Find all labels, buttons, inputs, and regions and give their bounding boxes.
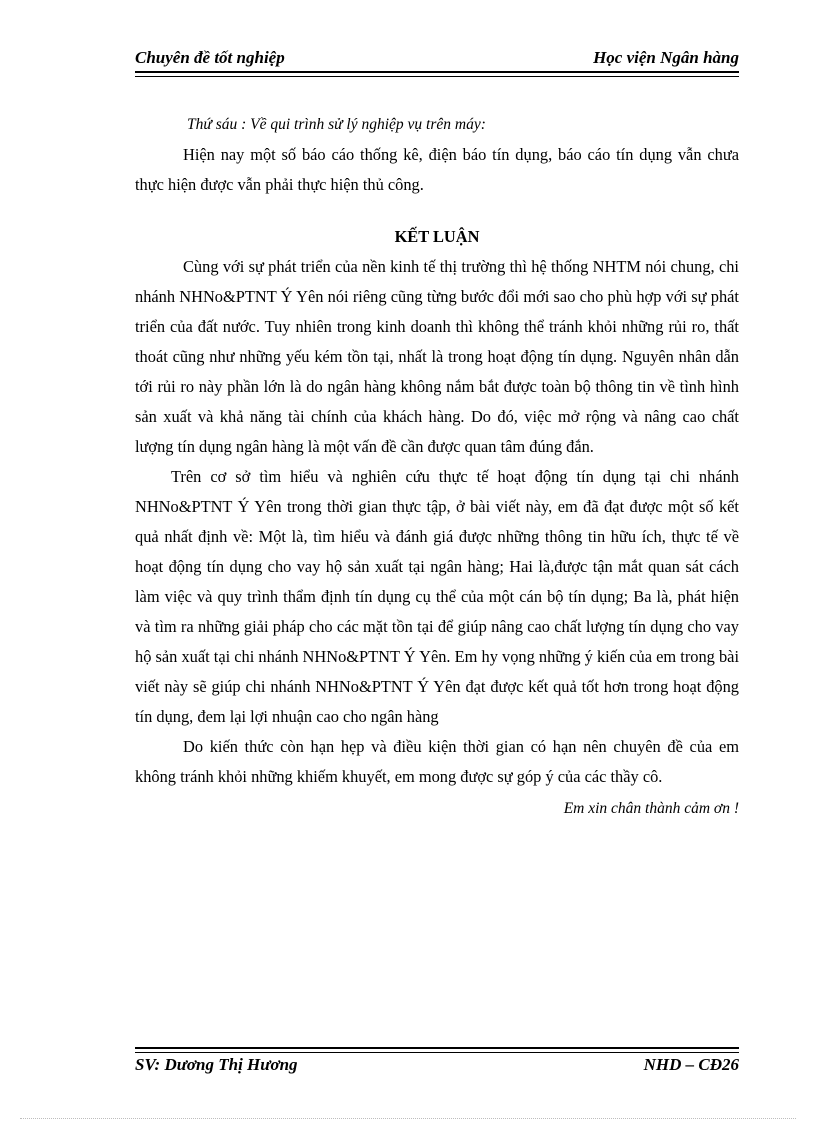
header-divider	[135, 71, 739, 77]
page-header	[135, 48, 739, 72]
footer-divider	[135, 1047, 739, 1053]
conclusion-paragraph-3: Do kiến thức còn hạn hẹp và điều kiện thời gian có hạn nên chuyên đề của em không tránh khỏi những khiếm khuyết, em mong được sự góp ý của các thầy cô.	[135, 737, 739, 786]
footer-class-code: NHD – CĐ26	[643, 1055, 739, 1074]
header-document-type: Chuyên đề tốt nghiệp	[135, 48, 285, 67]
page-edge-dotted-line	[20, 1118, 796, 1119]
page-footer	[135, 1055, 739, 1079]
section-lead-text: Hiện nay một số báo cáo thống kê, điện báo tín dụng, báo cáo tín dụng vẫn chưa thực hiện được vẫn phải thực hiện thủ công.	[135, 145, 739, 194]
page-body	[135, 110, 739, 824]
closing-thanks: Em xin chân thành cảm ơn !	[563, 800, 739, 817]
conclusion-paragraph-2: Trên cơ sở tìm hiểu và nghiên cứu thực tế hoạt động tín dụng tại chi nhánh NHNo&PTNT Ý Yên trong thời gian thực tập, ở bài viết này, em đã đạt được một số kết quả nhất định về: Một là, tìm hiểu và đánh giá được những thông tin hữu ích, thực tế về hoạt động tín dụng cho vay hộ sản xuất tại ngân hàng; Hai là,được tận mắt quan sát cách làm việc và quy trình thẩm định tín dụng cụ thể của một cán bộ tín dụng; Ba là, phát hiện và tìm ra những giải pháp cho các mặt tồn tại để giúp nâng cao chất lượng tín dụng cho vay hộ sản xuất tại chi nhánh NHNo&PTNT Ý Yên. Em hy vọng những ý kiến của em trong bài viết này sẽ giúp chi nhánh NHNo&PTNT Ý Yên đạt được kết quả tốt hơn trong hoạt động tín dụng, đem lại lợi nhuận cao cho ngân hàng	[135, 467, 739, 726]
footer-student-name: SV: Dương Thị Hương	[135, 1055, 298, 1074]
header-institution: Học viện Ngân hàng	[593, 48, 739, 67]
section-lead-heading: Thứ sáu : Về qui trình sử lý nghiệp vụ trên máy:	[187, 116, 486, 133]
conclusion-title: KẾT LUẬN	[394, 227, 480, 246]
conclusion-paragraph-1: Cùng với sự phát triển của nền kinh tế thị trường thì hệ thống NHTM nói chung, chi nhánh NHNo&PTNT Ý Yên nói riêng cũng từng bước đổi mới sao cho phù hợp với sự phát triển của đất nước. Tuy nhiên trong kinh doanh thì không thể tránh khỏi những rủi ro, thất thoát cũng như những yếu kém tồn tại, nhất là trong hoạt động tín dụng. Nguyên nhân dẫn tới rủi ro này phần lớn là do ngân hàng không nắm bắt được toàn bộ thông tin về tình hình sản xuất và khả năng tài chính của khách hàng. Do đó, việc mở rộng và nâng cao chất lượng tín dụng ngân hàng là một vấn đề cần được quan tâm đúng đắn.	[135, 257, 739, 456]
